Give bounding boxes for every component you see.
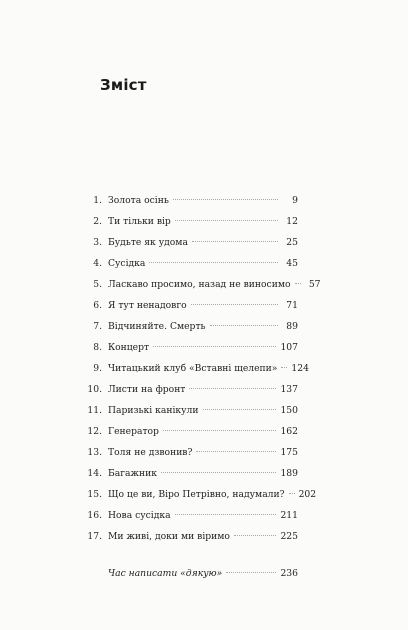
toc-page-number: 71 <box>286 300 298 311</box>
toc-entry[interactable] <box>82 358 309 379</box>
toc-leader-dots <box>175 514 277 515</box>
toc-page-number: 189 <box>280 468 298 479</box>
toc-leader-dots <box>191 304 278 305</box>
toc-entry[interactable] <box>82 379 298 400</box>
toc-leader-dots <box>203 409 277 410</box>
toc-page-number: 124 <box>291 363 309 374</box>
toc-entry[interactable] <box>82 295 298 316</box>
toc-page-number: 89 <box>286 321 298 332</box>
toc-chapter-title: Сусідка <box>108 258 146 269</box>
toc-leader-dots <box>234 535 277 536</box>
toc-leader-dots <box>289 493 295 494</box>
toc-entry[interactable] <box>82 211 298 232</box>
toc-chapter-title: Нова сусідка <box>108 510 171 521</box>
toc-leader-dots <box>196 451 276 452</box>
toc-chapter-title: Паризькі канікули <box>108 405 199 416</box>
toc-chapter-number: 6. <box>93 300 102 311</box>
toc-page-number: 107 <box>280 342 298 353</box>
toc-page-number: 150 <box>280 405 298 416</box>
toc-page-number: 236 <box>280 568 298 579</box>
toc-leader-dots <box>175 220 278 221</box>
toc-chapter-title: Час написати «дякую» <box>108 568 223 579</box>
toc-chapter-title: Толя не дзвонив? <box>108 447 193 458</box>
toc-leader-dots <box>281 367 287 368</box>
toc-entry-acknowledgements[interactable] <box>82 563 298 584</box>
toc-chapter-title: Ти тільки вір <box>108 216 171 227</box>
toc-page-number: 211 <box>280 510 298 521</box>
toc-page-number: 137 <box>280 384 298 395</box>
toc-page-number: 45 <box>286 258 298 269</box>
toc-chapter-title: Багажник <box>108 468 157 479</box>
toc-chapter-title: Я тут ненадовго <box>108 300 187 311</box>
toc-chapter-number: 7. <box>93 321 102 332</box>
page-title: Зміст <box>100 76 147 94</box>
toc-chapter-title: Ми живі, доки ми віримо <box>108 531 230 542</box>
toc-chapter-number: 1. <box>93 195 102 206</box>
toc-chapter-title: Золота осінь <box>108 195 169 206</box>
toc-chapter-number: 17. <box>87 531 102 542</box>
toc-entry[interactable] <box>82 337 298 358</box>
toc-leader-dots <box>161 472 276 473</box>
toc-entry[interactable] <box>82 316 298 337</box>
toc-entry[interactable] <box>82 190 298 211</box>
toc-leader-dots <box>192 241 278 242</box>
toc-chapter-number: 4. <box>93 258 102 269</box>
toc-entry[interactable] <box>82 421 298 442</box>
toc-page-number: 25 <box>286 237 298 248</box>
toc-entry[interactable] <box>82 253 298 274</box>
toc-chapter-number: 12. <box>87 426 102 437</box>
toc-chapter-title: Ласкаво просимо, назад не виносимо <box>108 279 291 290</box>
toc-chapter-title: Будьте як удома <box>108 237 188 248</box>
toc-entry[interactable] <box>82 274 321 295</box>
toc-entry[interactable] <box>82 463 298 484</box>
toc-chapter-title: Відчиняйте. Смерть <box>108 321 206 332</box>
toc-leader-dots <box>210 325 278 326</box>
toc-page-number: 225 <box>280 531 298 542</box>
toc-leader-dots <box>226 572 276 573</box>
toc-chapter-number: 11. <box>87 405 102 416</box>
toc-chapter-number: 3. <box>93 237 102 248</box>
toc-page-number: 12 <box>286 216 298 227</box>
toc-chapter-number: 16. <box>87 510 102 521</box>
toc-chapter-title: Читацький клуб «Вставні щелепи» <box>108 363 278 374</box>
table-of-contents <box>82 190 321 584</box>
toc-entry[interactable] <box>82 484 317 505</box>
toc-leader-dots <box>149 262 278 263</box>
toc-page-number: 175 <box>280 447 298 458</box>
toc-chapter-number: 15. <box>87 489 102 500</box>
toc-chapter-number: 14. <box>87 468 102 479</box>
toc-entry[interactable] <box>82 232 298 253</box>
toc-chapter-title: Листи на фронт <box>108 384 186 395</box>
toc-entry[interactable] <box>82 400 298 421</box>
toc-chapter-title: Концерт <box>108 342 150 353</box>
toc-entry[interactable] <box>82 505 298 526</box>
toc-page-number: 57 <box>308 279 321 290</box>
toc-leader-dots <box>189 388 276 389</box>
toc-chapter-number: 5. <box>93 279 102 290</box>
toc-chapter-title: Генератор <box>108 426 159 437</box>
toc-chapter-number: 2. <box>93 216 102 227</box>
toc-chapter-number: 8. <box>93 342 102 353</box>
toc-chapter-number: 13. <box>87 447 102 458</box>
toc-chapter-number: 10. <box>87 384 102 395</box>
toc-page-number: 9 <box>292 195 298 206</box>
toc-leader-dots <box>295 283 301 284</box>
toc-leader-dots <box>163 430 277 431</box>
toc-leader-dots <box>153 346 276 347</box>
toc-page-number: 202 <box>298 489 317 500</box>
toc-chapter-number: 9. <box>93 363 102 374</box>
toc-page-number: 162 <box>280 426 298 437</box>
toc-entry[interactable] <box>82 526 298 547</box>
toc-leader-dots <box>173 199 278 200</box>
toc-entry[interactable] <box>82 442 298 463</box>
toc-chapter-title: Що це ви, Віро Петрівно, надумали? <box>108 489 285 500</box>
